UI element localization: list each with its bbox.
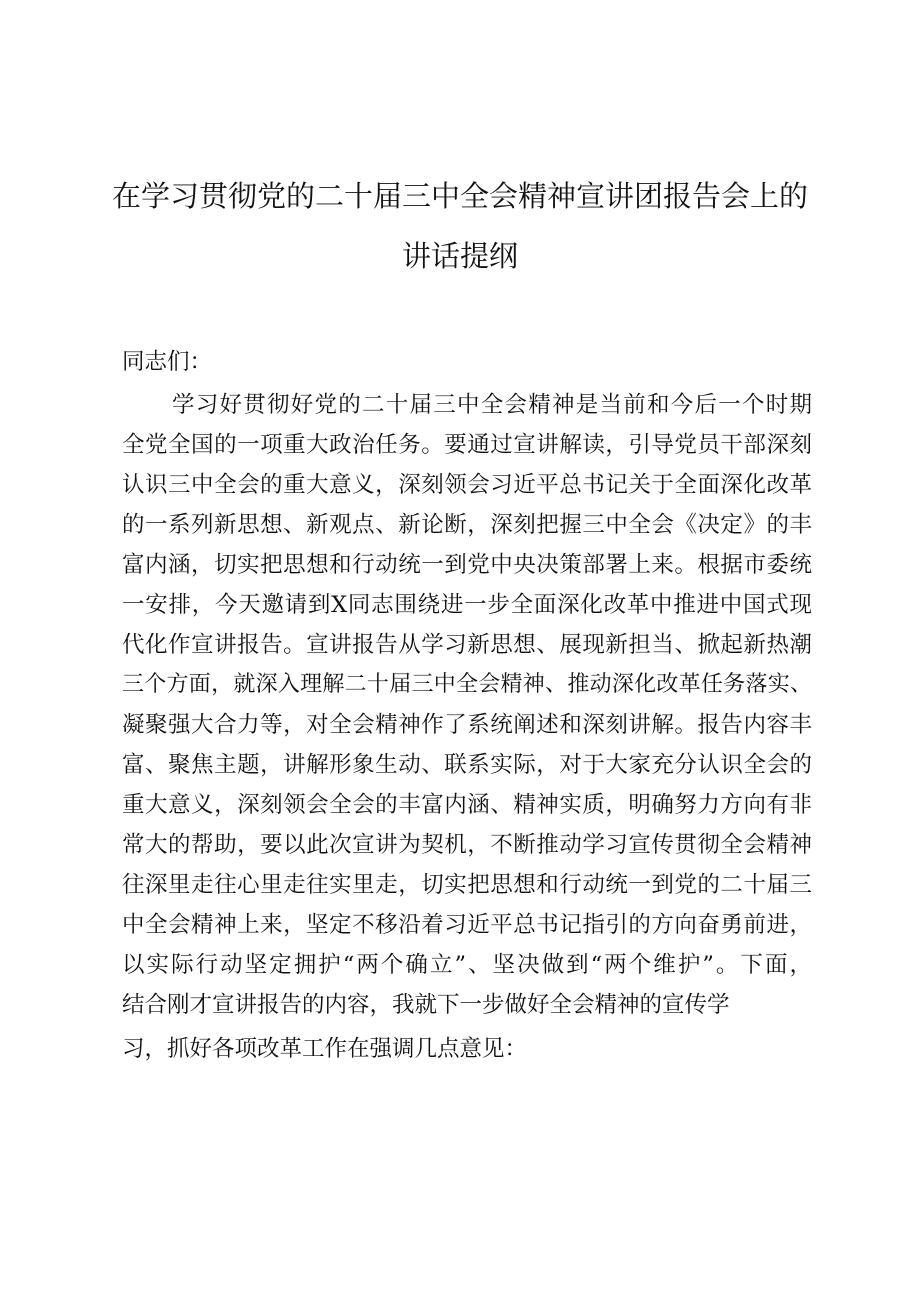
paragraph-line: 全党全国的一项重大政治任务。要通过宣讲解读，引导党员干部深刻 bbox=[122, 432, 812, 458]
paragraph-line: 富内涵，切实把思想和行动统一到党中央决策部署上来。根据市委统 bbox=[122, 552, 812, 578]
paragraph-line: 以实际行动坚定拥护“两个确立”、坚决做到“两个维护”。下面， bbox=[122, 952, 812, 978]
paragraph-line: 重大意义，深刻领会全会的丰富内涵、精神实质，明确努力方向有非 bbox=[122, 792, 812, 818]
document-title-line-2: 讲话提纲 bbox=[401, 239, 518, 273]
paragraph-line: 一安排，今天邀请到X同志围绕进一步全面深化改革中推进中国式现 bbox=[122, 592, 812, 618]
paragraph-line: 凝聚强大合力等，对全会精神作了系统阐述和深刻讲解。报告内容丰 bbox=[122, 712, 812, 738]
paragraph-line: 学习好贯彻好党的二十届三中全会精神是当前和今后一个时期 bbox=[172, 392, 812, 418]
greeting: 同志们： bbox=[122, 349, 213, 375]
paragraph-line: 结合刚才宣讲报告的内容，我就下一步做好全会精神的宣传学 bbox=[122, 992, 730, 1018]
paragraph-line: 往深里走往心里走往实里走，切实把思想和行动统一到党的二十届三 bbox=[122, 872, 812, 898]
document-title-line-1: 在学习贯彻党的二十届三中全会精神宣讲团报告会上的 bbox=[111, 179, 808, 213]
paragraph-line: 中全会精神上来，坚定不移沿着习近平总书记指引的方向奋勇前进， bbox=[122, 912, 812, 938]
paragraph-line: 习，抓好各项改革工作在强调几点意见： bbox=[122, 1036, 528, 1062]
paragraph-line: 富、聚焦主题，讲解形象生动、联系实际，对于大家充分认识全会的 bbox=[122, 752, 812, 778]
paragraph-line: 三个方面，就深入理解二十届三中全会精神、推动深化改革任务落实、 bbox=[122, 672, 812, 697]
paragraph-line: 常大的帮助，要以此次宣讲为契机，不断推动学习宣传贯彻全会精神 bbox=[122, 832, 812, 858]
paragraph-line: 的一系列新思想、新观点、新论断，深刻把握三中全会《决定》的丰 bbox=[122, 512, 812, 538]
paragraph-line: 认识三中全会的重大意义，深刻领会习近平总书记关于全面深化改革 bbox=[122, 472, 812, 498]
document-body bbox=[122, 340, 812, 1073]
paragraph-line: 代化作宣讲报告。宣讲报告从学习新思想、展现新担当、掀起新热潮 bbox=[122, 632, 812, 658]
